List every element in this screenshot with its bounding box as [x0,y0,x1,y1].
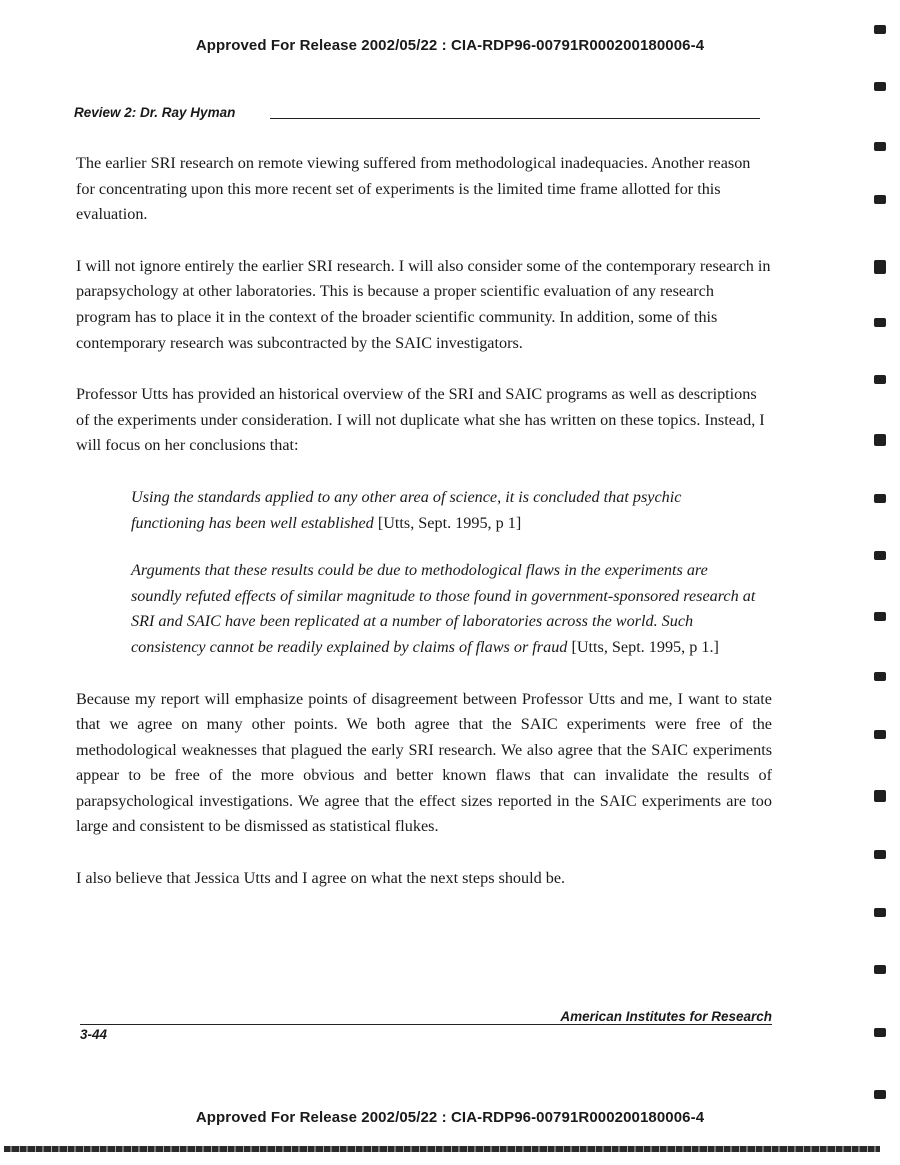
scan-mark [874,25,886,34]
page-footer [80,1009,772,1044]
scan-mark [874,82,886,91]
body-text [76,151,772,918]
footer-page-number: 3-44 [80,1027,108,1042]
scan-bottom-strip [4,1146,880,1152]
scan-mark [874,551,886,560]
scan-mark [874,672,886,681]
review-header [74,105,760,125]
quote-2 [131,558,757,660]
scan-mark [874,790,886,802]
scan-mark [874,850,886,859]
scan-mark [874,434,886,446]
paragraph-5: I also believe that Jessica Utts and I agree on what the next steps should be. [76,869,566,888]
scan-mark [874,260,886,274]
scan-mark [874,1028,886,1037]
quote-2-text: Arguments that these results could be due to methodological flaws in the experiments are soundly refuted effects of similar magnitude to those found in government-sponsored research at SRI and SAIC have been replicated at a number of laboratories across the world. Such consistency cannot be readily explained by claims of flaws or fraud [131,561,756,656]
scan-edge-marks [864,20,886,1110]
scan-mark [874,612,886,621]
scan-mark [874,1090,886,1099]
paragraph-3: Professor Utts has provided an historical overview of the SRI and SAIC programs as well as descriptions of the experiments under consideration. I will not duplicate what she has written on these topics. Instead, I will focus on her conclusions that: [76,385,765,455]
scan-mark [874,318,886,327]
scan-mark [874,142,886,151]
quote-2-citation: [Utts, Sept. 1995, p 1.] [567,637,719,656]
quote-1-citation: [Utts, Sept. 1995, p 1] [373,513,522,532]
paragraph-4: Because my report will emphasize points of disagreement between Professor Utts and me, I want to state that we agree on many other points. We both agree that the SAIC experiments were free of the methodological weaknesses that plagued the early SRI research. We also agree that the SAIC experiments appear to be free of the more obvious and better known flaws that can invalidate the results of parapsychological investigations. We agree that the effect sizes reported in the SAIC experiments are too large and consistent to be dismissed as statistical flukes. [76,689,772,836]
scan-mark [874,494,886,503]
header-rule [270,118,760,119]
paragraph-1: The earlier SRI research on remote viewing suffered from methodological inadequacies. Another reason for concentrating upon this more recent set of experiments is the limited time frame allotted for this evaluation. [76,154,751,224]
release-banner-bottom: Approved For Release 2002/05/22 : CIA-RDP96-00791R000200180006-4 [195,1109,705,1126]
review-title: Review 2: Dr. Ray Hyman [74,105,236,120]
scan-mark [874,965,886,974]
release-banner-top: Approved For Release 2002/05/22 : CIA-RDP96-00791R000200180006-4 [195,37,705,54]
quote-1 [131,485,757,536]
scan-mark [874,195,886,204]
footer-organization: American Institutes for Research [560,1009,772,1024]
scan-mark [874,375,886,384]
scan-mark [874,908,886,917]
quote-1-text: Using the standards applied to any other area of science, it is concluded that psychic functioning has been well established [131,487,682,532]
footer-rule [80,1024,772,1025]
paragraph-2: I will not ignore entirely the earlier SRI research. I will also consider some of the contemporary research in parapsychology at other laboratories. This is because a proper scientific evaluation of any research program has to place it in the context of the broader scientific community. In addition, some of this contemporary research was subcontracted by the SAIC investigators. [76,256,771,352]
scan-mark [874,730,886,739]
